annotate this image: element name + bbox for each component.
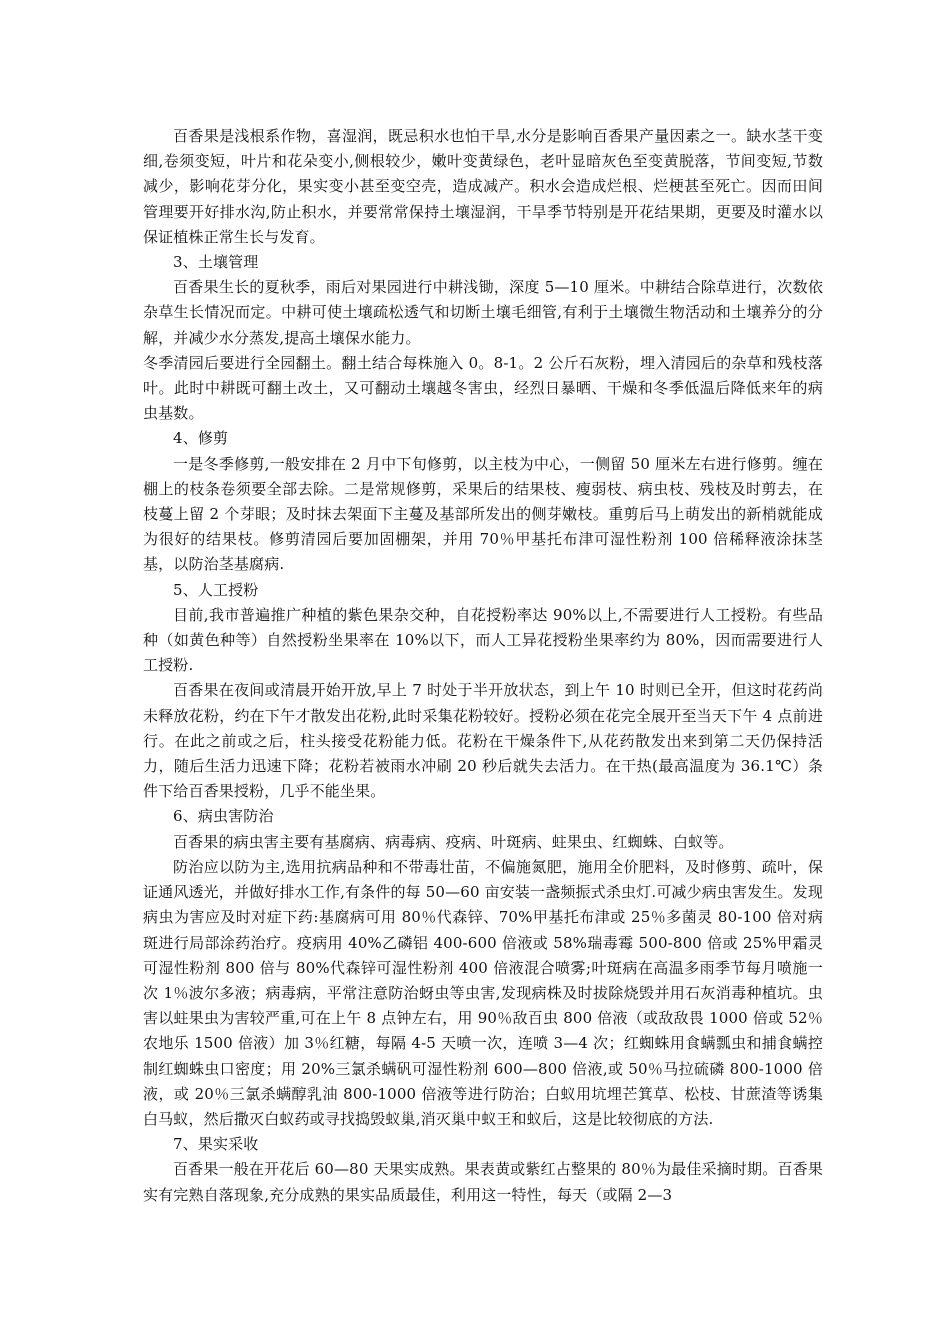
paragraph-pruning: 一是冬季修剪,一般安排在 2 月中下旬修剪，以主枝为中心，一侧留 50 厘米左右进行修剪。缠在棚上的枝条卷须要全部去除。二是常规修剪，采果后的结果枝、瘦弱枝、病虫枝、残枝及时剪去，在枝蔓上留 2 个芽眼；及时抹去架面下主蔓及基部所发出的侧芽嫩枝。重剪后马上萌发出的新梢就能成为很好的结果枝。修剪清园后要加固棚架，并用 70％甲基托布津可湿性粉剂 100 倍稀释液涂抹茎基，以防治茎基腐病. [143, 454, 823, 574]
paragraph-pest-list: 百香果的病虫害主要有基腐病、病毒病、疫病、叶斑病、蛀果虫、红蜘蛛、白蚁等。 [173, 832, 734, 851]
document-body [143, 124, 823, 1208]
paragraph-harvest: 百香果一般在开花后 60—80 天果实成熟。果表黄或紫红占整果的 80％为最佳采摘时期。百香果实有完熟自落现象,充分成熟的果实品质最佳，利用这一特性，每天（或隔 2—3 [143, 1160, 823, 1204]
paragraph-pollination-varieties: 目前,我市普遍推广种植的紫色果杂交种，自花授粉率达 90%以上,不需要进行人工授粉。有些品种（如黄色种等）自然授粉坐果率在 10%以下，而人工异花授粉坐果率约为 80%，因而需要进行人工授粉. [143, 605, 823, 675]
paragraph-pollination-timing: 百香果在夜间或清晨开始开放,早上 7 时处于半开放状态，到上午 10 时则已全开，但这时花药尚未释放花粉，约在下午才散发出花粉,此时采集花粉较好。授粉必须在花完全展开至当天下午 4 点前进行。在此之前或之后，柱头接受花粉能力低。花粉在干燥条件下,从花药散发出来到第二天仍保持活力，随后生活力迅速下降；花粉若被雨水冲刷 20 秒后就失去活力。在干热(最高温度为 36.1℃）条件下给百香果授粉，几乎不能坐果。 [143, 681, 823, 801]
section-heading-soil: 3、土壤管理 [173, 253, 259, 272]
section-heading-pollination: 5、人工授粉 [173, 580, 259, 599]
section-heading-pruning: 4、修剪 [173, 429, 229, 448]
section-heading-harvest: 7、果实采收 [173, 1135, 259, 1154]
paragraph-soil-tillage: 百香果生长的夏秋季，雨后对果园进行中耕浅锄，深度 5—10 厘米。中耕结合除草进行，次数依杂草生长情况而定。中耕可使土壤疏松透气和切断土壤毛细管,有利于土壤微生物活动和土壤养分的分解，并减少水分蒸发,提高土壤保水能力。 [143, 278, 823, 347]
section-heading-pest-control: 6、病虫害防治 [173, 807, 274, 826]
paragraph-winter-tillage: 冬季清园后要进行全园翻土。翻土结合每株施入 0。8-1。2 公斤石灰粉，埋入清园后的杂草和残枝落叶。此时中耕既可翻土改土，又可翻动土壤越冬害虫，经烈日暴晒、干燥和冬季低温后降低来年的病虫基数。 [143, 353, 823, 423]
paragraph-water-management: 百香果是浅根系作物，喜湿润，既忌积水也怕干旱,水分是影响百香果产量因素之一。缺水茎干变细,卷须变短，叶片和花朵变小,侧根较少，嫩叶变黄绿色，老叶显暗灰色至变黄脱落，节间变短,节数减少，影响花芽分化，果实变小甚至变空壳，造成减产。积水会造成烂根、烂梗甚至死亡。因而田间管理要开好排水沟,防止积水，并要常常保持土壤湿润，干旱季节特别是开花结果期，更要及时灌水以保证植株正常生长与发育。 [143, 127, 823, 246]
paragraph-pest-prevention: 防治应以防为主,选用抗病品种和不带毒壮苗，不偏施氮肥，施用全价肥料，及时修剪、疏叶，保证通风透光，并做好排水工作,有条件的每 50—60 亩安装一盏频振式杀虫灯.可减少病虫害发生。发现病虫为害应及时对症下药:基腐病可用 80％代森锌、70%甲基托布津或 25％多菌灵 80-100 倍对病斑进行局部涂药治疗。疫病用 40%乙磷铝 400-600 倍液或 58%瑞毒霉 500-800 倍或 25%甲霜灵可湿性粉剂 800 倍与 80%代森锌可湿性粉剂 400 倍液混合喷雾;叶斑病在高温多雨季节每月喷施一次 1％波尔多液；病毒病，平常注意防治蚜虫等虫害,发现病株及时拔除烧毁并用石灰消毒种植坑。虫害以蛀果虫为害较严重,可在上午 8 点钟左右，用 90％敌百虫 800 倍液（或敌敌畏 1000 倍或 52％农地乐 1500 倍液）加 3％红糖，每隔 4-5 天喷一次，连喷 3—4 次；红蜘蛛用食螨瓢虫和捕食螨控制红蜘蛛虫口密度；用 20%三氯杀螨矾可湿性粉剂 600—800 倍液,或 50％马拉硫磷 800-1000 倍液，或 20％三氯杀螨醇乳油 800-1000 倍液等进行防治；白蚁用坑埋芒箕草、松枝、甘蔗渣等诱集白马蚁，然后撒灭白蚁药或寻找捣毁蚁巢,消灭巢中蚁王和蚁后，这是比较彻底的方法. [143, 857, 823, 1128]
